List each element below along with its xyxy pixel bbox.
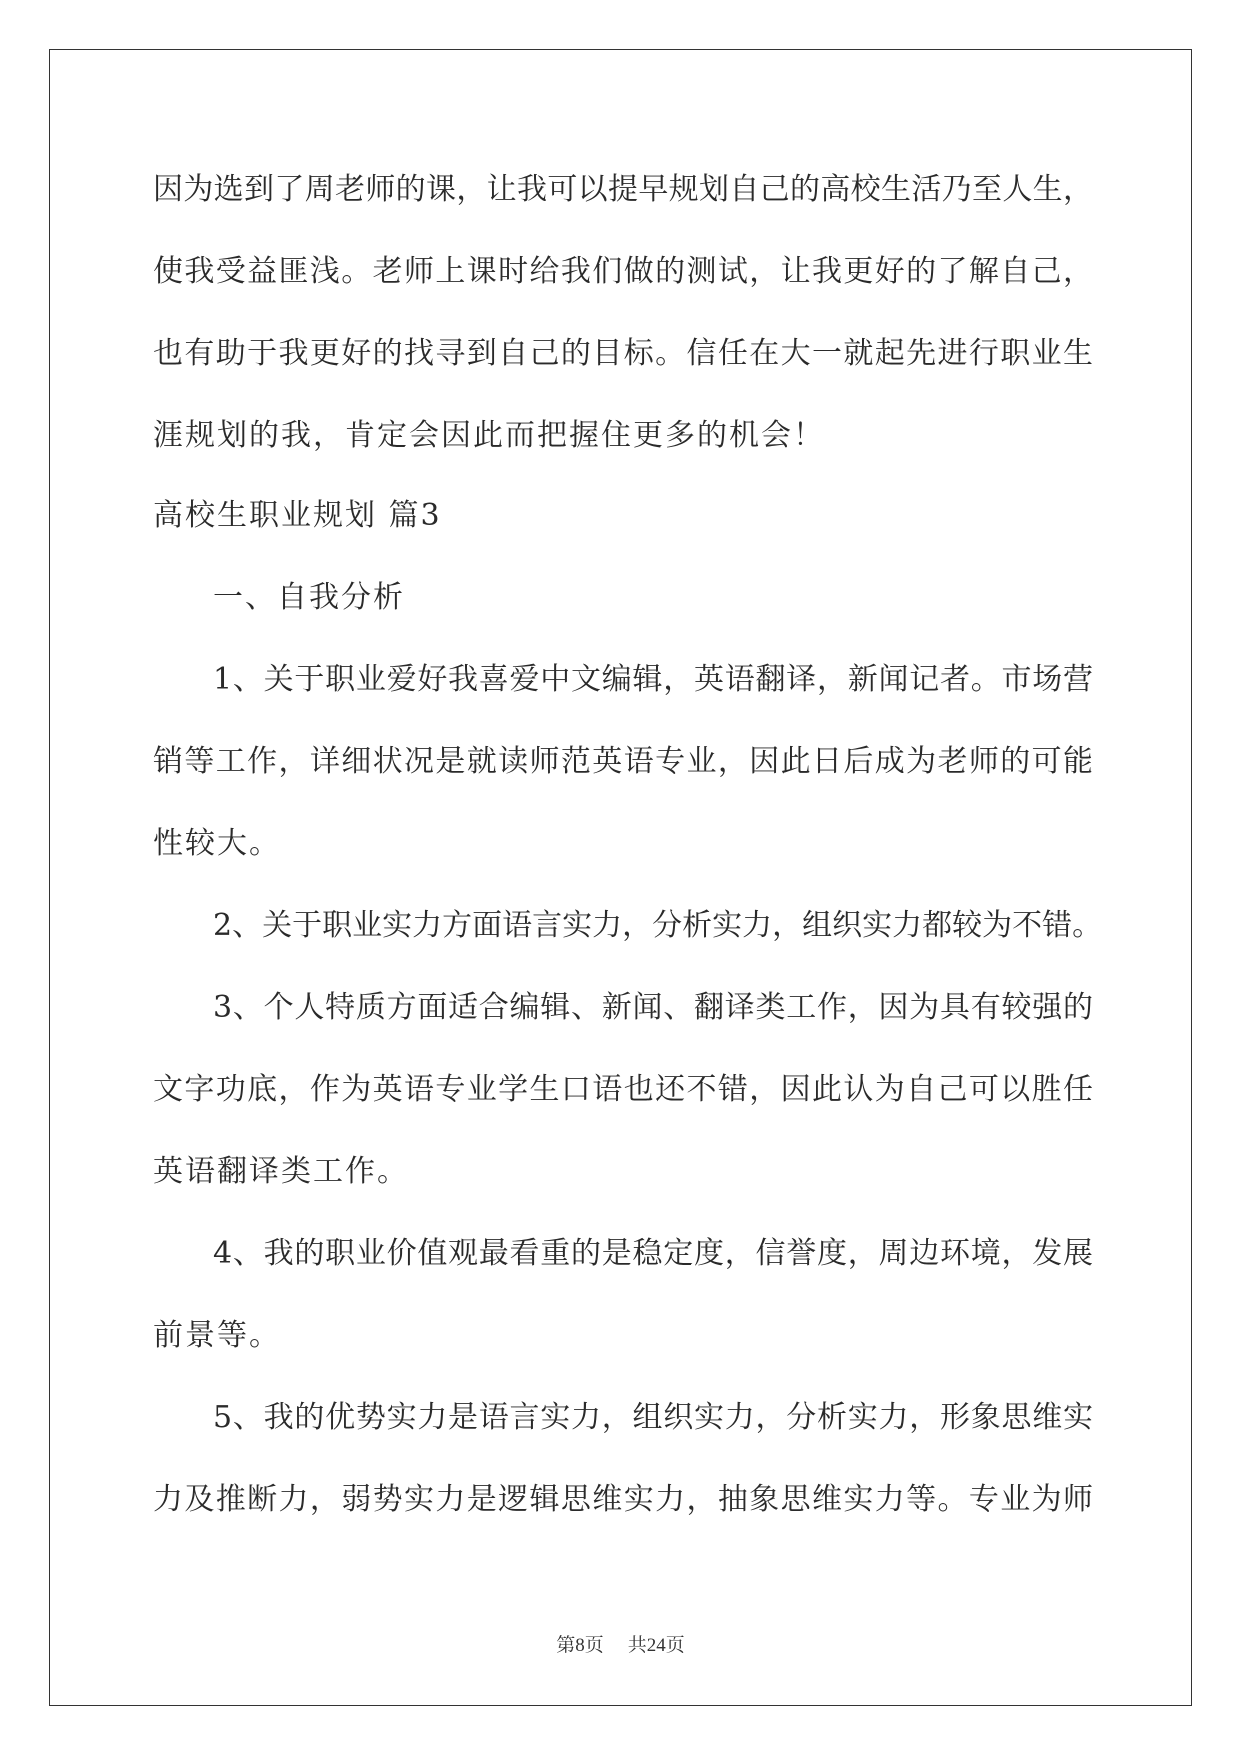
item-1-line: 销等工作，详细状况是就读师范英语专业，因此日后成为老师的可能 (153, 744, 1093, 779)
page-border (49, 49, 1192, 1706)
item-3-line: 英语翻译类工作。 (153, 1154, 409, 1189)
page-number: 第8页 (556, 1635, 604, 1656)
paragraph-line: 也有助于我更好的找寻到自己的目标。信任在大一就起先进行职业生 (153, 336, 1093, 371)
item-4-line: 4、我的职业价值观最看重的是稳定度，信誉度，周边环境，发展 (213, 1236, 1093, 1271)
item-5-line: 力及推断力，弱势实力是逻辑思维实力，抽象思维实力等。专业为师 (153, 1482, 1093, 1517)
subsection-heading: 一、自我分析 (213, 580, 405, 615)
paragraph-line: 因为选到了周老师的课，让我可以提早规划自己的高校生活乃至人生， (153, 172, 1093, 207)
item-5-line: 5、我的优势实力是语言实力，组织实力，分析实力，形象思维实 (213, 1400, 1093, 1435)
item-1-line: 性较大。 (153, 826, 281, 861)
section-title: 高校生职业规划 篇3 (153, 498, 442, 533)
page-total: 共24页 (627, 1635, 685, 1656)
item-4-line: 前景等。 (153, 1318, 281, 1353)
item-3-line: 文字功底，作为英语专业学生口语也还不错，因此认为自己可以胜任 (153, 1072, 1093, 1107)
paragraph-line: 使我受益匪浅。老师上课时给我们做的测试，让我更好的了解自己， (153, 254, 1093, 289)
item-1-line: 1、关于职业爱好我喜爱中文编辑，英语翻译，新闻记者。市场营 (213, 662, 1093, 697)
item-2-line: 2、关于职业实力方面语言实力，分析实力，组织实力都较为不错。 (213, 908, 1103, 943)
page-footer (0, 1634, 1241, 1658)
paragraph-line: 涯规划的我，肯定会因此而把握住更多的机会！ (153, 418, 825, 453)
item-3-line: 3、个人特质方面适合编辑、新闻、翻译类工作，因为具有较强的 (213, 990, 1093, 1025)
